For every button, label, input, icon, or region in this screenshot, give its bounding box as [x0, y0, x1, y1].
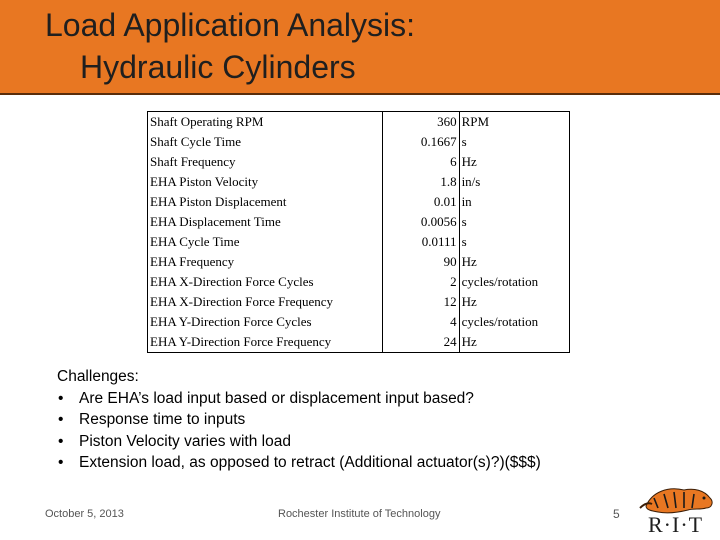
row-label: Shaft Cycle Time — [148, 132, 383, 152]
row-value: 6 — [382, 152, 459, 172]
table-row — [148, 272, 570, 292]
challenge-item — [57, 431, 697, 453]
row-unit: Hz — [461, 334, 477, 349]
challenges-section — [57, 366, 697, 474]
challenge-item — [57, 452, 697, 474]
bullet-icon: • — [58, 432, 64, 450]
row-label: EHA Displacement Time — [148, 212, 383, 232]
row-label: EHA Cycle Time — [148, 232, 383, 252]
slide-title-line1: Load Application Analysis: — [45, 7, 416, 43]
row-label: EHA Y-Direction Force Frequency — [148, 332, 383, 353]
row-label: EHA X-Direction Force Cycles — [148, 272, 383, 292]
challenge-text: Are EHA’s load input based or displacement input based? — [79, 389, 474, 407]
row-value: 12 — [382, 292, 459, 312]
row-label: Shaft Operating RPM — [148, 112, 383, 133]
challenge-text: Extension load, as opposed to retract (Additional actuator(s)?)($$$) — [79, 454, 541, 471]
row-label: EHA Piston Displacement — [148, 192, 383, 212]
row-label: EHA Frequency — [148, 252, 383, 272]
footer-institution: Rochester Institute of Technology — [278, 508, 441, 520]
table-row — [148, 132, 570, 152]
table-row — [148, 252, 570, 272]
row-value: 0.01 — [382, 192, 459, 212]
parameter-table-body — [148, 112, 570, 353]
row-unit: in/s — [461, 174, 481, 189]
table-row — [148, 192, 570, 212]
table-row — [148, 332, 570, 353]
row-value: 0.0056 — [382, 212, 459, 232]
bullet-icon: • — [58, 454, 64, 471]
row-unit: Hz — [461, 254, 477, 269]
challenge-text: Response time to inputs — [79, 411, 246, 428]
row-value: 1.8 — [382, 172, 459, 192]
row-unit: Hz — [461, 294, 477, 309]
row-value: 24 — [382, 332, 459, 353]
table-row — [148, 172, 570, 192]
title-banner — [0, 0, 720, 95]
row-value: 0.0111 — [382, 232, 459, 252]
challenges-heading: Challenges: — [57, 368, 139, 385]
row-unit: in — [461, 194, 472, 209]
bullet-icon: • — [58, 389, 64, 407]
row-value: 4 — [382, 312, 459, 332]
table-row — [148, 232, 570, 252]
table-row — [148, 312, 570, 332]
row-unit: cycles/rotation — [461, 314, 539, 329]
challenge-text: Piston Velocity varies with load — [79, 432, 291, 450]
page-number: 5 — [613, 507, 620, 521]
slide-title — [0, 4, 720, 88]
slide-title-line2: Hydraulic Cylinders — [80, 49, 356, 85]
row-unit: cycles/rotation — [461, 274, 539, 289]
table-row — [148, 212, 570, 232]
challenges-list — [57, 388, 697, 474]
row-value: 90 — [382, 252, 459, 272]
row-unit: Hz — [461, 154, 477, 169]
challenge-item — [57, 409, 697, 431]
challenge-item — [57, 388, 697, 410]
row-label: EHA X-Direction Force Frequency — [148, 292, 383, 312]
row-unit: s — [461, 234, 467, 249]
parameter-table — [147, 111, 570, 353]
table-row — [148, 112, 570, 133]
rit-logo-text: R·I·T — [648, 512, 704, 537]
row-value: 360 — [382, 112, 459, 133]
row-unit: s — [461, 214, 467, 229]
footer-date: October 5, 2013 — [45, 508, 124, 520]
row-value: 0.1667 — [382, 132, 459, 152]
table-row — [148, 152, 570, 172]
row-label: EHA Y-Direction Force Cycles — [148, 312, 383, 332]
bullet-icon: • — [58, 411, 64, 428]
row-unit: s — [461, 134, 467, 149]
row-label: Shaft Frequency — [148, 152, 383, 172]
row-value: 2 — [382, 272, 459, 292]
row-unit: RPM — [461, 114, 490, 129]
row-label: EHA Piston Velocity — [148, 172, 383, 192]
table-row — [148, 292, 570, 312]
